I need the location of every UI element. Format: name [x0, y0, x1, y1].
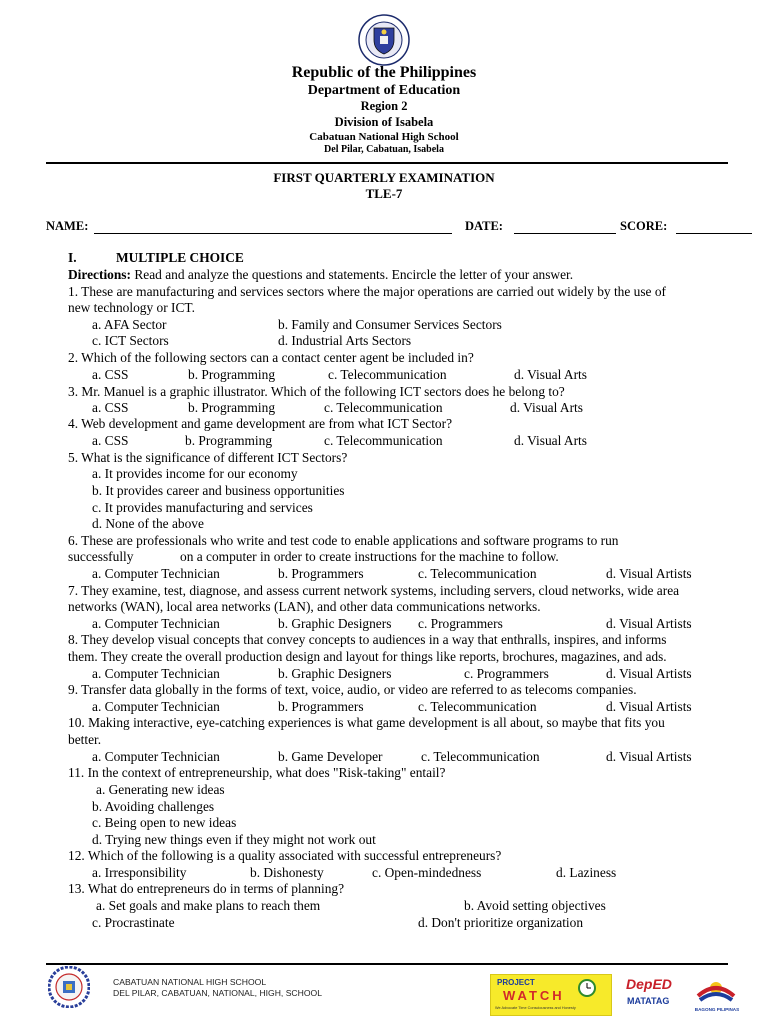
question-1-line-2: new technology or ICT. — [68, 300, 195, 315]
q10-option-b[interactable]: b. Game Developer — [278, 749, 383, 764]
q12-option-d[interactable]: d. Laziness — [556, 865, 617, 880]
bagong-pilipinas-text: BAGONG PILIPINAS — [694, 1007, 740, 1012]
q11-option-a[interactable]: a. Generating new ideas — [96, 782, 225, 797]
header-divider — [46, 162, 728, 164]
header-address: Del Pilar, Cabatuan, Isabela — [324, 144, 444, 155]
footer-school-name: CABATUAN NATIONAL HIGH SCHOOL — [113, 977, 267, 987]
question-6-line-2: successfully — [68, 549, 134, 564]
q2-option-d[interactable]: d. Visual Arts — [514, 367, 587, 382]
project-label: PROJECT — [497, 978, 535, 987]
q2-option-c[interactable]: c. Telecommunication — [328, 367, 447, 382]
q5-option-b[interactable]: b. It provides career and business opportunities — [92, 483, 345, 498]
q10-option-d[interactable]: d. Visual Artists — [606, 749, 692, 764]
project-watch-logo — [490, 974, 612, 1016]
question-11-line-1: 11. In the context of entrepreneurship, what does "Risk-taking" entail? — [68, 765, 446, 780]
deped-logo-text: DepED — [626, 976, 672, 992]
footer-school-address: DEL PILAR, CABATUAN, NATIONAL, HIGH, SCHOOL — [113, 988, 322, 998]
question-3-line-1: 3. Mr. Manuel is a graphic illustrator. Which of the following ICT sectors does he belong to? — [68, 384, 565, 399]
q8-option-d[interactable]: d. Visual Artists — [606, 666, 692, 681]
directions-text: Read and analyze the questions and statements. Encircle the letter of your answer. — [134, 267, 574, 282]
question-7-line-2: networks (WAN), local area networks (LAN), and other data communications networks. — [68, 599, 541, 614]
project-name: WATCH — [503, 988, 565, 1003]
q13-option-d[interactable]: d. Don't prioritize organization — [418, 915, 584, 930]
q1-option-b[interactable]: b. Family and Consumer Services Sectors — [278, 317, 502, 332]
score-field[interactable] — [676, 233, 752, 234]
footer-divider — [46, 963, 728, 965]
question-5-line-1: 5. What is the significance of different ICT Sectors? — [68, 450, 348, 465]
score-label: SCORE: — [620, 219, 668, 233]
q6-option-a[interactable]: a. Computer Technician — [92, 566, 220, 581]
q4-option-c[interactable]: c. Telecommunication — [324, 433, 443, 448]
q12-option-a[interactable]: a. Irresponsibility — [92, 865, 187, 880]
q3-option-a[interactable]: a. CSS — [92, 400, 129, 415]
question-12-line-1: 12. Which of the following is a quality associated with successful entrepreneurs? — [68, 848, 502, 863]
name-label: NAME: — [46, 219, 89, 233]
header-school: Cabatuan National High School — [309, 131, 459, 143]
q2-option-b[interactable]: b. Programming — [188, 367, 276, 382]
q13-option-b[interactable]: b. Avoid setting objectives — [464, 898, 606, 913]
q1-option-d[interactable]: d. Industrial Arts Sectors — [278, 333, 412, 348]
q5-option-a[interactable]: a. It provides income for our economy — [92, 466, 298, 481]
clock-icon — [577, 977, 597, 999]
q8-option-b[interactable]: b. Graphic Designers — [278, 666, 392, 681]
project-tagline: We Advocate Time Consciousness and Honesty — [495, 1006, 576, 1010]
question-1-line-1: 1. These are manufacturing and services sectors where the major operations are carried out widely by the use of — [68, 284, 667, 299]
question-6-line-1: 6. These are professionals who write and test code to enable applications and software programs to run — [68, 533, 619, 548]
q13-option-a[interactable]: a. Set goals and make plans to reach them — [96, 898, 321, 913]
deped-seal-icon — [358, 14, 410, 66]
q11-option-b[interactable]: b. Avoiding challenges — [92, 799, 215, 814]
q3-option-d[interactable]: d. Visual Arts — [510, 400, 583, 415]
q4-option-d[interactable]: d. Visual Arts — [514, 433, 587, 448]
q6-option-c[interactable]: c. Telecommunication — [418, 566, 537, 581]
q12-option-c[interactable]: c. Open-mindedness — [372, 865, 482, 880]
deped-matatag-logo — [624, 974, 682, 1014]
question-9-line-1: 9. Transfer data globally in the forms of text, voice, audio, or video are referred to as telecoms companies. — [68, 682, 637, 697]
q8-option-c[interactable]: c. Programmers — [464, 666, 549, 681]
header-region: Region 2 — [360, 99, 408, 113]
q1-option-a[interactable]: a. AFA Sector — [92, 317, 167, 332]
exam-title: FIRST QUARTERLY EXAMINATION — [273, 170, 495, 185]
bagong-pilipinas-icon — [692, 972, 740, 1008]
q7-option-c[interactable]: c. Programmers — [418, 616, 503, 631]
q12-option-b[interactable]: b. Dishonesty — [250, 865, 324, 880]
matatag-text: MATATAG — [627, 996, 670, 1006]
q13-option-c[interactable]: c. Procrastinate — [92, 915, 175, 930]
q4-option-b[interactable]: b. Programming — [185, 433, 273, 448]
exam-subject: TLE-7 — [365, 186, 403, 201]
q9-option-b[interactable]: b. Programmers — [278, 699, 364, 714]
q3-option-c[interactable]: c. Telecommunication — [324, 400, 443, 415]
q4-option-a[interactable]: a. CSS — [92, 433, 129, 448]
q9-option-c[interactable]: c. Telecommunication — [418, 699, 537, 714]
q10-option-a[interactable]: a. Computer Technician — [92, 749, 220, 764]
question-8-line-2: them. They create the overall production design and layout for things like reports, brochures, magazines, and ads. — [68, 649, 667, 664]
q1-option-c[interactable]: c. ICT Sectors — [92, 333, 169, 348]
date-label: DATE: — [465, 219, 503, 233]
q6-option-b[interactable]: b. Programmers — [278, 566, 364, 581]
q7-option-b[interactable]: b. Graphic Designers — [278, 616, 392, 631]
header-division: Division of Isabela — [334, 115, 434, 129]
question-10-line-1: 10. Making interactive, eye-catching experiences is what game development is all about, so maybe that fits you — [68, 715, 665, 730]
q8-option-a[interactable]: a. Computer Technician — [92, 666, 220, 681]
q11-option-d[interactable]: d. Trying new things even if they might not work out — [92, 832, 376, 847]
q9-option-a[interactable]: a. Computer Technician — [92, 699, 220, 714]
question-4-line-1: 4. Web development and game development are from what ICT Sector? — [68, 416, 453, 431]
question-10-line-2: better. — [68, 732, 102, 747]
q3-option-b[interactable]: b. Programming — [188, 400, 276, 415]
question-13-line-1: 13. What do entrepreneurs do in terms of planning? — [68, 881, 345, 896]
question-8-line-1: 8. They develop visual concepts that convey concepts to audiences in a way that enthralls, inspires, and informs — [68, 632, 667, 647]
q11-option-c[interactable]: c. Being open to new ideas — [92, 815, 237, 830]
q5-option-d[interactable]: d. None of the above — [92, 516, 204, 531]
school-seal-icon — [48, 966, 90, 1008]
header-republic: Republic of the Philippines — [291, 64, 477, 81]
name-field[interactable] — [94, 233, 452, 234]
q2-option-a[interactable]: a. CSS — [92, 367, 129, 382]
directions-label: Directions: — [68, 267, 131, 282]
q9-option-d[interactable]: d. Visual Artists — [606, 699, 692, 714]
question-7-line-1: 7. They examine, test, diagnose, and assess current network systems, including servers, cloud networks, wide area — [68, 583, 680, 598]
q5-option-c[interactable]: c. It provides manufacturing and services — [92, 500, 313, 515]
section-number: I. — [68, 250, 77, 265]
question-6-line-3: on a computer in order to create instructions for the machine to follow. — [180, 549, 559, 564]
q7-option-a[interactable]: a. Computer Technician — [92, 616, 220, 631]
q6-option-d[interactable]: d. Visual Artists — [606, 566, 692, 581]
date-field[interactable] — [514, 233, 616, 234]
section-title: MULTIPLE CHOICE — [116, 250, 244, 265]
directions — [68, 267, 573, 283]
question-2-line-1: 2. Which of the following sectors can a contact center agent be included in? — [68, 350, 474, 365]
header-department: Department of Education — [307, 83, 461, 98]
q7-option-d[interactable]: d. Visual Artists — [606, 616, 692, 631]
q10-option-c[interactable]: c. Telecommunication — [421, 749, 540, 764]
